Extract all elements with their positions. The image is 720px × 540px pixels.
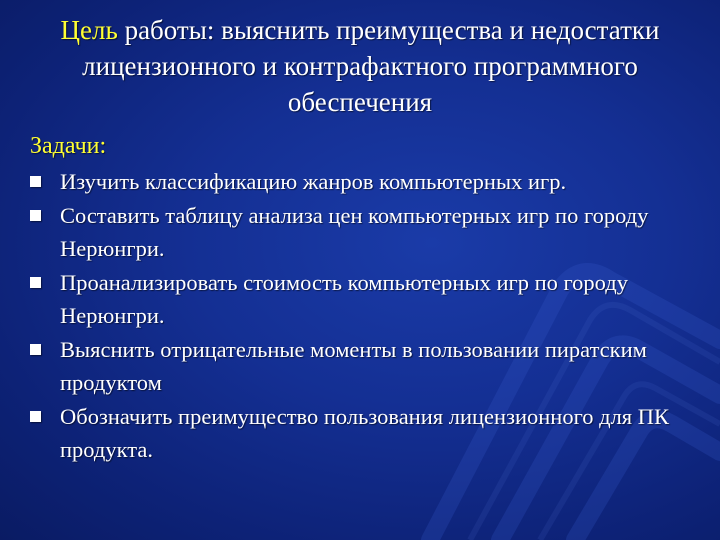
task-text: Обозначить преимущество пользования лицензионного для ПК продукта. <box>60 403 670 462</box>
task-text: Изучить классификацию жанров компьютерных игр. <box>60 169 567 194</box>
square-bullet-icon <box>30 277 41 288</box>
task-list <box>30 165 710 467</box>
task-item <box>30 199 710 266</box>
task-text: Составить таблицу анализа цен компьютерных игр по городу Нерюнгри. <box>60 202 649 261</box>
square-bullet-icon <box>30 176 41 187</box>
square-bullet-icon <box>30 210 41 221</box>
title-text: работы: выяснить преимущества и недостатки лицензионного и контрафактного программного обеспечения <box>82 15 660 117</box>
task-item <box>30 266 710 333</box>
square-bullet-icon <box>30 411 41 422</box>
slide-title <box>12 12 708 120</box>
task-item <box>30 165 710 199</box>
task-text: Проанализировать стоимость компьютерных игр по городу Нерюнгри. <box>60 269 628 328</box>
task-text: Выяснить отрицательные моменты в пользовании пиратским продуктом <box>60 336 647 395</box>
task-item <box>30 333 710 400</box>
task-item <box>30 400 710 467</box>
title-accent-word: Цель <box>60 15 118 45</box>
tasks-heading: Задачи: <box>30 133 107 159</box>
square-bullet-icon <box>30 344 41 355</box>
